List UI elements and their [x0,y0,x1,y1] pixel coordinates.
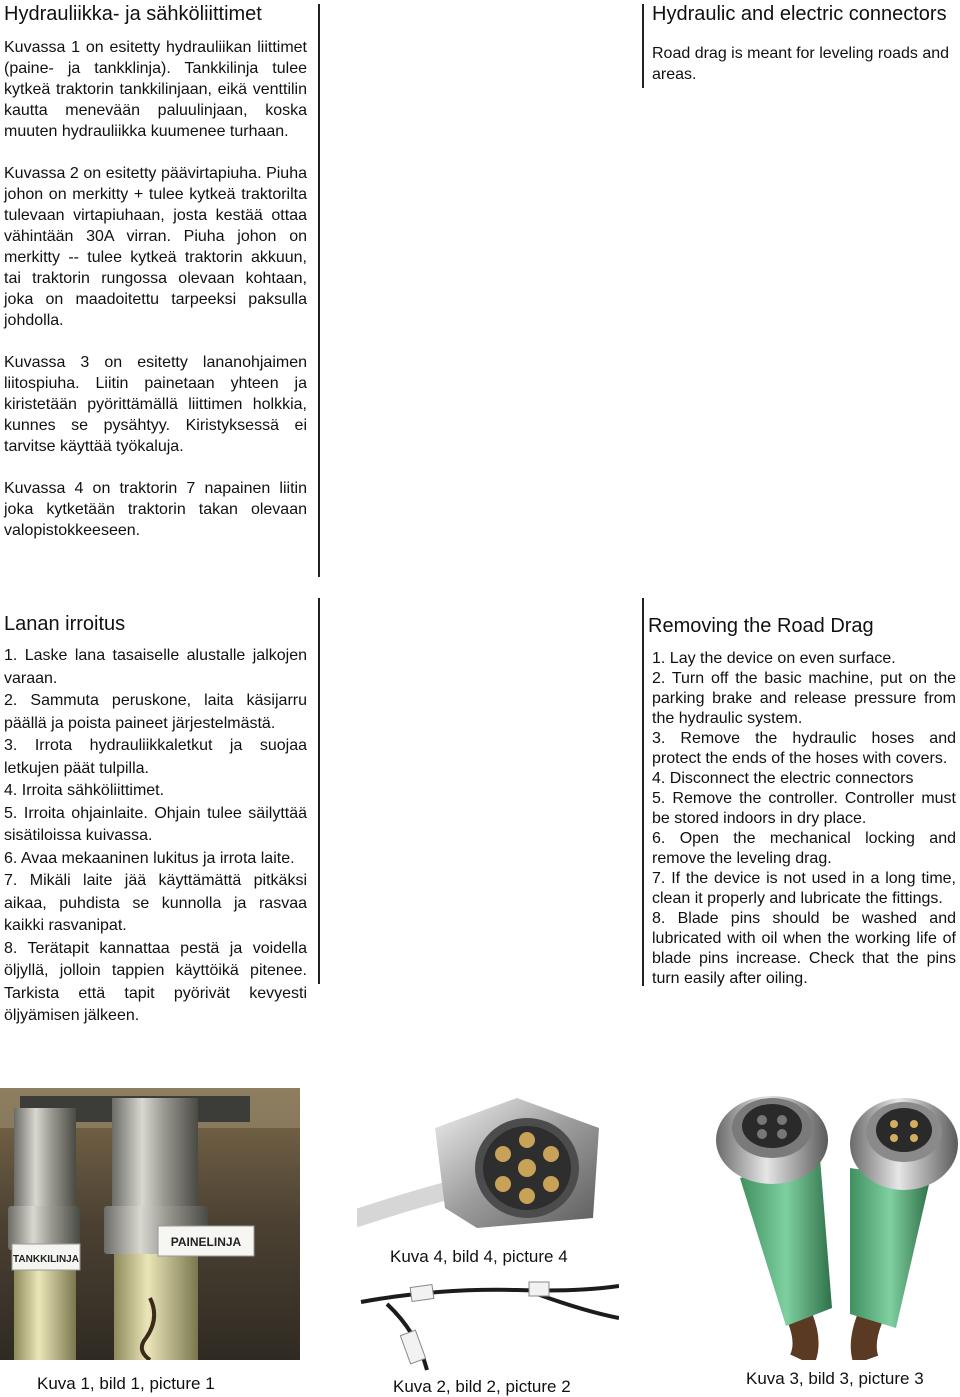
list-item: 6. Avaa mekaaninen lukitus ja irrota laite. [4,849,295,867]
column-divider-top-right [642,4,644,88]
list-item: 1. Laske lana tasaiselle alustalle jalkojen varaan. [4,647,307,687]
picture-2-power-cables [357,1272,619,1372]
heading-removing-en: Removing the Road Drag [648,615,874,637]
paragraph-picture2-fi: Kuvassa 2 on esitetty päävirtapiuha. Piuha johon on merkitty + tulee kytkeä traktorilta tulevaan virtapiuhaan, josta kestää ottaa vähintään 30A virran. Piuha johon on merkitty -- tulee kytkeä traktorin akkuun, tai traktorin rungossa olevaan kohtaan, joka on maadoitettu tarpeeksi paksulla johdolla. [4,165,307,329]
caption-picture-3: Kuva 3, bild 3, picture 3 [746,1369,924,1388]
paragraph-picture1-fi: Kuvassa 1 on esitetty hydrauliikan liittimet (paine- ja tankklinja). Tankkilinja tulee kytkeä traktorin tankkilinjaan, eikä venttilin kautta menevään paluulinjaan, koska muuten hydrauliikka kuumenee turhaan. [4,39,307,140]
list-item: 7. Mikäli laite jää käyttämättä pitkäksi aikaa, puhdista se kunnolla ja rasvaa kaikki rasvanipat. [4,872,307,934]
list-item: 4. Disconnect the electric connectors [652,770,914,787]
list-item: 4. Irroita sähköliittimet. [4,782,165,799]
paragraph-picture4-fi: Kuvassa 4 on traktorin 7 napainen liitin joka kytketään traktorin takan olevaan valopistokkeeseen. [4,480,307,539]
column-divider-top-left [318,4,320,577]
list-item: 6. Open the mechanical locking and remove the leveling drag. [652,830,956,867]
caption-picture-4: Kuva 4, bild 4, picture 4 [390,1247,568,1266]
label-tank-line: TANKKILINJA [13,1254,79,1265]
picture-4-seven-pin-plug [357,1088,619,1238]
column-divider-bottom-left [318,598,320,984]
heading-removing-fi: Lanan irroitus [4,613,126,635]
heading-hydraulics-fi: Hydrauliikka- ja sähköliittimet [4,3,262,25]
list-item: 8. Terätapit kannattaa pestä ja voidella öljyllä, jolloin tappien käyttöikä pitenee. Tarkista että tapit pyörivät kevyesti öljyämisen jälkeen. [4,939,307,1024]
list-item: 5. Remove the controller. Controller must be stored indoors in dry place. [652,790,956,827]
paragraph-picture3-fi: Kuvassa 3 on esitetty lananohjaimen liitospiuha. Liitin painetaan yhteen ja kiristetään pyörittämällä liittimen holkkia, kunnes se pysähtyy. Kiristyksessä ei tarvitse käyttää työkaluja. [4,354,307,455]
column-divider-bottom-right [642,598,644,986]
label-pressure-line: PAINELINJA [170,1235,242,1249]
caption-picture-2: Kuva 2, bild 2, picture 2 [393,1377,571,1396]
list-removing-en [652,649,956,989]
list-item: 3. Irrota hydrauliikkaletkut ja suojaa letkujen päät tulpilla. [4,737,307,777]
list-item: 2. Turn off the basic machine, put on the parking brake and release pressure from the hydraulic system. [652,670,956,727]
picture-3-controller-connectors [700,1088,960,1360]
paragraph-road-drag-en: Road drag is meant for leveling roads and areas. [652,45,950,83]
list-item: 1. Lay the device on even surface. [652,650,896,667]
list-removing-fi [4,645,307,1028]
section-hydraulics-fi [4,37,307,541]
list-item: 3. Remove the hydraulic hoses and protect the ends of the hoses with covers. [652,730,956,767]
heading-hydraulics-en: Hydraulic and electric connectors [652,3,947,25]
list-item: 8. Blade pins should be washed and lubricated with oil when the working life of blade pins increase. Check that the pins turn easily after oiling. [652,910,956,987]
list-item: 2. Sammuta peruskone, laita käsijarru päällä ja poista paineet järjestelmästä. [4,692,307,732]
list-item: 7. If the device is not used in a long time, clean it properly and lubricate the fittings. [652,870,956,907]
list-item: 5. Irroita ohjainlaite. Ohjain tulee säilyttää sisätiloissa kuivassa. [4,804,307,844]
caption-picture-1: Kuva 1, bild 1, picture 1 [37,1374,215,1393]
picture-1-hydraulic-hoses [0,1088,300,1360]
